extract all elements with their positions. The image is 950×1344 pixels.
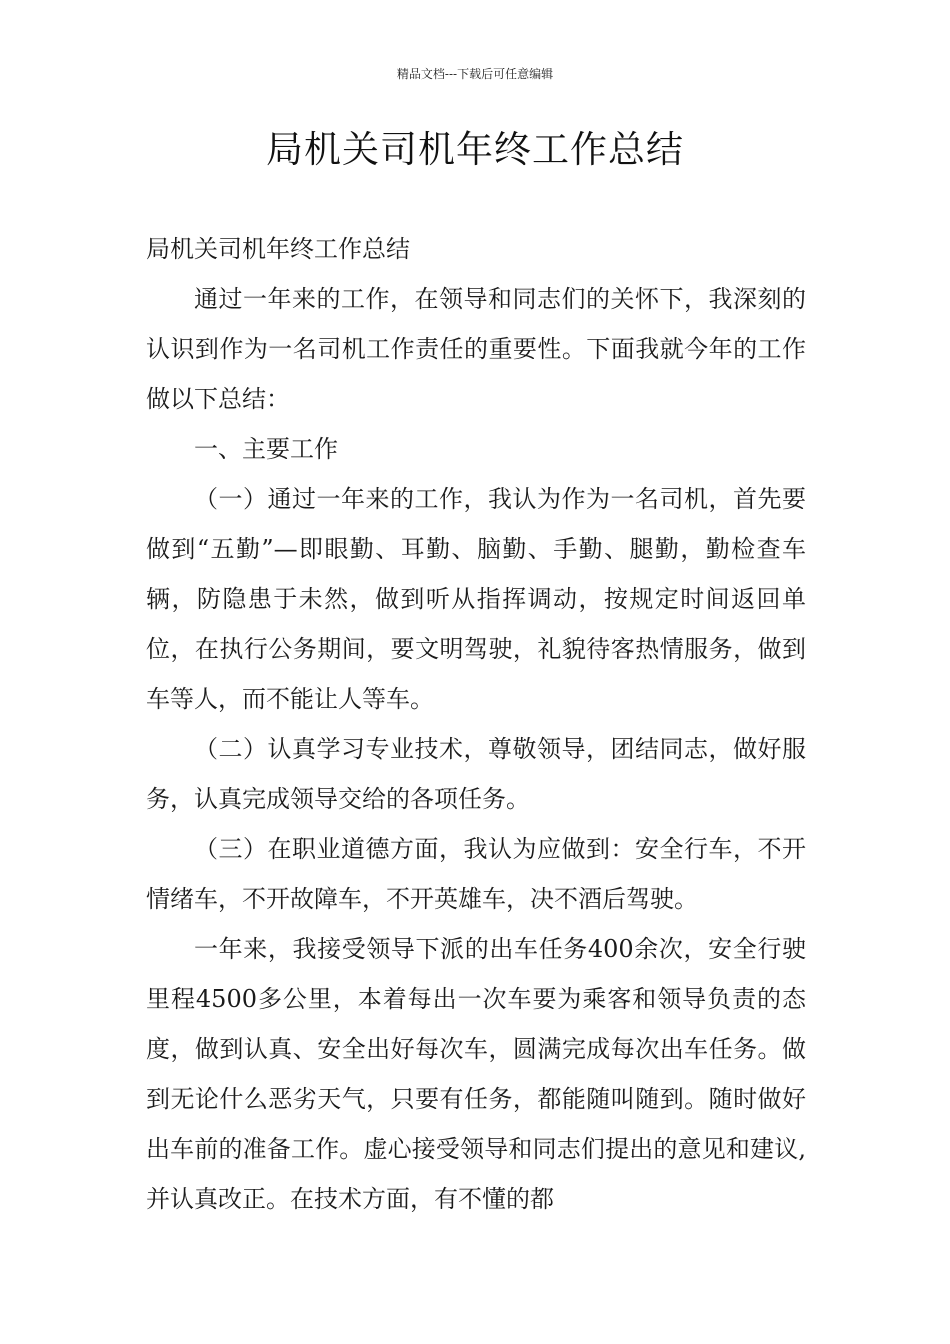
body-paragraph-subtitle: 局机关司机年终工作总结 <box>146 235 410 263</box>
body-paragraph-item-2: （二）认真学习专业技术，尊敬领导，团结同志，做好服务，认真完成领导交给的各项任务。 <box>146 735 806 813</box>
document-body <box>146 224 806 1224</box>
page-header-note: 精品文档---下载后可任意编辑 <box>396 67 554 81</box>
section-heading-main-work: 一、主要工作 <box>194 435 338 463</box>
body-paragraph-item-1: （一）通过一年来的工作，我认为作为一名司机，首先要做到“五勤”—即眼勤、耳勤、脑勤、手勤、腿勤，勤检查车辆，防隐患于未然，做到听从指挥调动，按规定时间返回单位，在执行公务期间，要文明驾驶，礼貌待客热情服务，做到车等人，而不能让人等车。 <box>146 485 806 713</box>
body-paragraph-item-3: （三）在职业道德方面，我认为应做到：安全行车，不开情绪车，不开故障车，不开英雄车，决不酒后驾驶。 <box>146 835 806 913</box>
document-title: 局机关司机年终工作总结 <box>266 128 684 171</box>
body-paragraph-summary: 一年来，我接受领导下派的出车任务400余次，安全行驶里程4500多公里，本着每出一次车要为乘客和领导负责的态度，做到认真、安全出好每次车，圆满完成每次出车任务。做到无论什么恶劣天气，只要有任务，都能随叫随到。随时做好出车前的准备工作。虚心接受领导和同志们提出的意见和建议,并认真改正。在技术方面，有不懂的都 <box>146 935 806 1213</box>
body-paragraph-intro: 通过一年来的工作，在领导和同志们的关怀下，我深刻的认识到作为一名司机工作责任的重要性。下面我就今年的工作做以下总结： <box>146 285 806 413</box>
